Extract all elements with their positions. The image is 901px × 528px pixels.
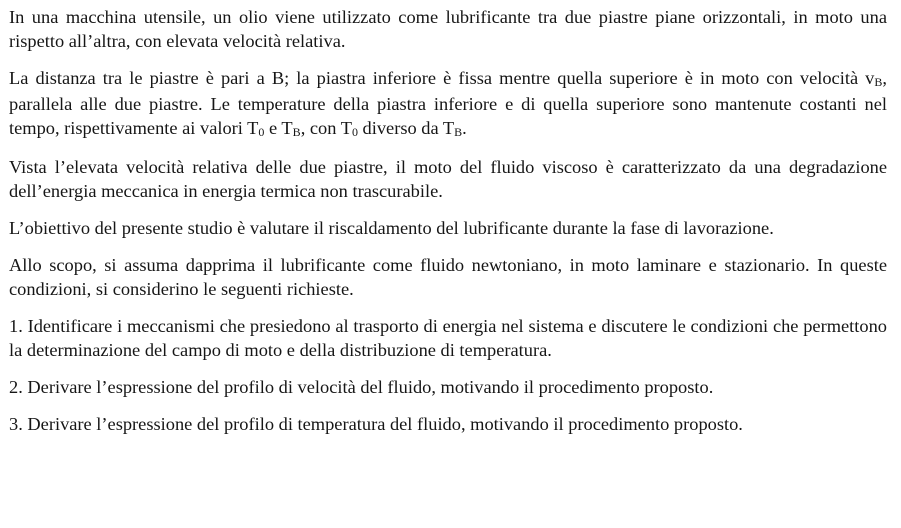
- question-1: 1. Identificare i meccanismi che presiedono al trasporto di energia nel sistema e discutere le condizioni che permettono la determinazione del campo di moto e della distribuzione di temperatura.: [9, 316, 887, 360]
- paragraph-intro: In una macchina utensile, un olio viene utilizzato come lubrificante tra due piastre piane orizzontali, in moto una rispetto all’altra, con elevata velocità relativa.: [9, 7, 887, 51]
- paragraph-objective: L’obiettivo del presente studio è valutare il riscaldamento del lubrificante durante la fase di lavorazione.: [9, 218, 774, 238]
- paragraph-setup: [9, 66, 887, 142]
- tb-subscript: B: [292, 125, 301, 139]
- question-2: 2. Derivare l’espressione del profilo di velocità del fluido, motivando il procedimento proposto.: [9, 377, 714, 397]
- setup-text-c: e T: [264, 118, 293, 138]
- document-text: [9, 0, 887, 449]
- question-3: 3. Derivare l’espressione del profilo di temperatura del fluido, motivando il procedimento proposto.: [9, 414, 743, 434]
- setup-text-f: .: [462, 118, 467, 138]
- paragraph-viscous: Vista l’elevata velocità relativa delle due piastre, il moto del fluido viscoso è caratterizzato da una degradazione dell’energia meccanica in energia termica non trascurabile.: [9, 157, 887, 201]
- t0-subscript-2: 0: [351, 125, 358, 139]
- setup-text-b: , parallela alle due piastre. Le temperature della piastra inferiore e di quella superiore sono mantenute costanti nel tempo, rispettivamente ai valori T: [9, 68, 887, 138]
- setup-text-d: , con T: [300, 118, 352, 138]
- tb-subscript-2: B: [454, 125, 463, 139]
- velocity-subscript: B: [874, 75, 883, 89]
- setup-text-e: diverso da T: [357, 118, 455, 138]
- paragraph-assumption: Allo scopo, si assuma dapprima il lubrificante come fluido newtoniano, in moto laminare e stazionario. In queste condizioni, si considerino le seguenti richieste.: [9, 255, 887, 299]
- t0-subscript: 0: [258, 125, 265, 139]
- setup-text-a: La distanza tra le piastre è pari a B; la piastra inferiore è fissa mentre quella superiore è in moto con velocità v: [9, 68, 875, 88]
